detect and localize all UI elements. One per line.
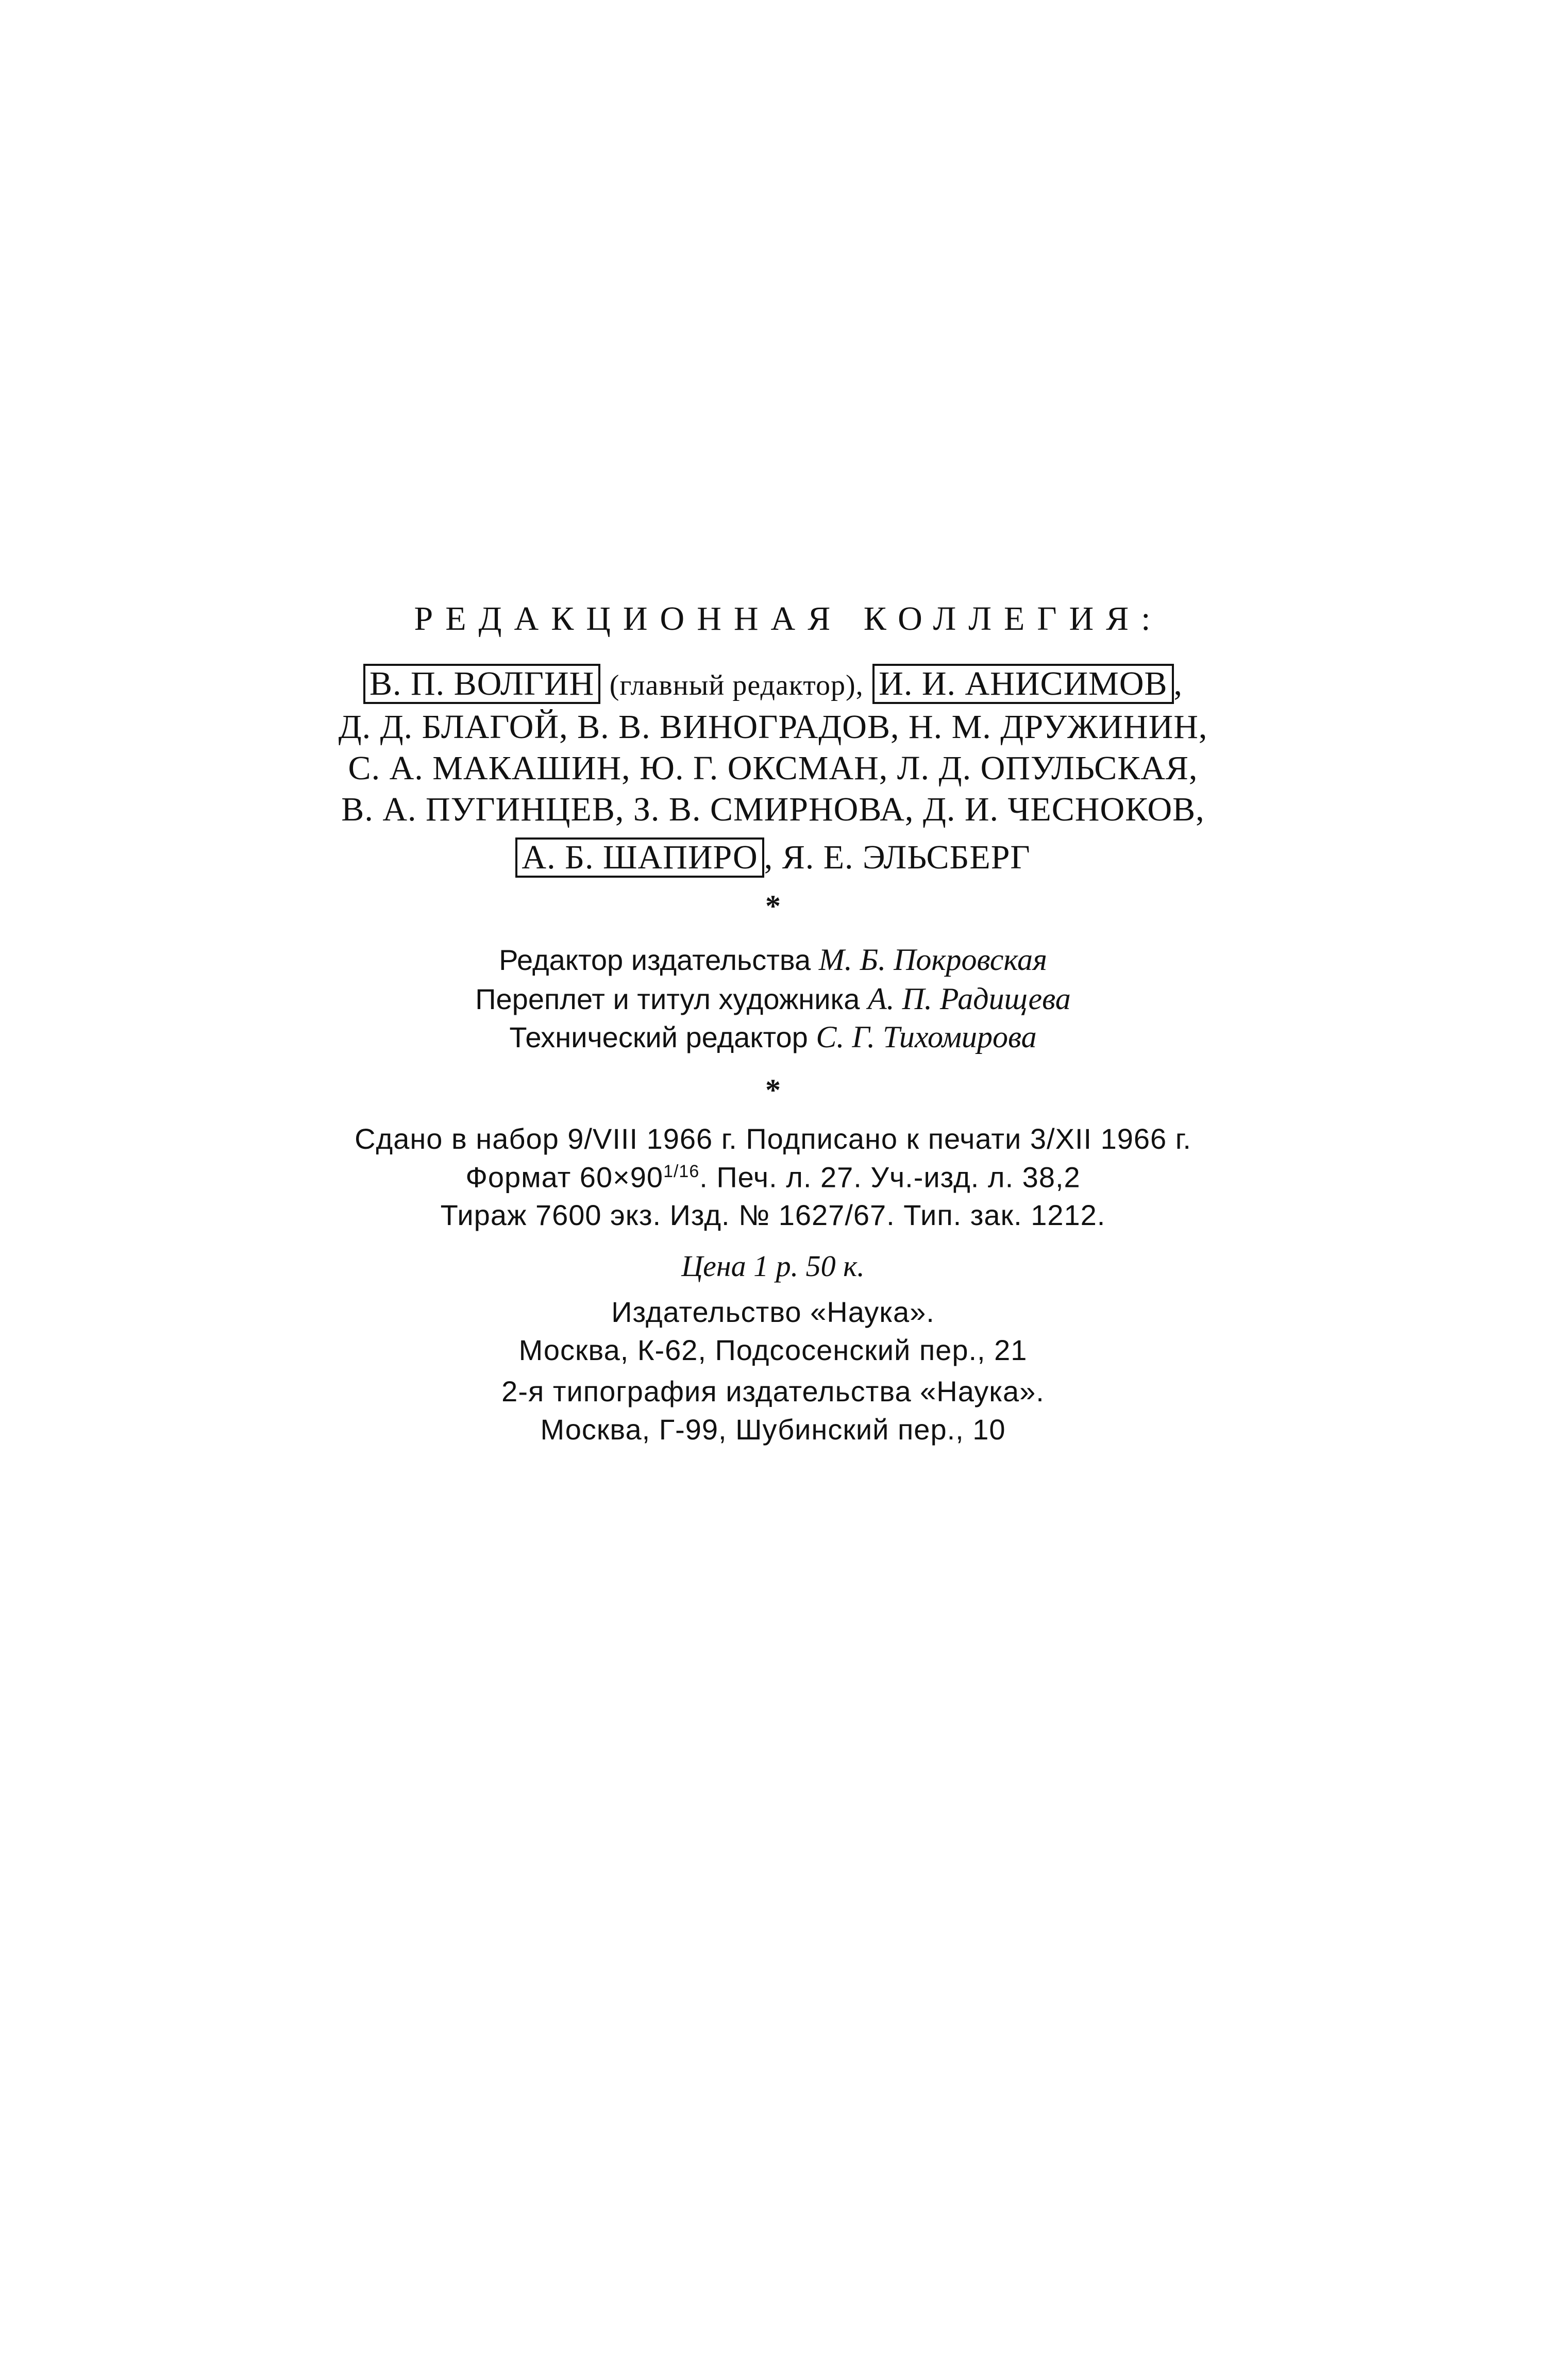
publisher-editor-label: Редактор издательства [499, 944, 811, 976]
technical-editor-label: Технический редактор [509, 1021, 808, 1053]
editorial-board-line-2: Д. Д. БЛАГОЙ, В. В. ВИНОГРАДОВ, Н. М. ДРУЖИНИН, [338, 708, 1208, 746]
technical-editor-line [0, 1021, 1546, 1052]
binding-artist-line [0, 983, 1546, 1014]
separator-asterisk-1: * [765, 889, 781, 923]
binding-artist-label: Переплет и титул художника [475, 983, 860, 1015]
printer-address: Москва, Г-99, Шубинский пер., 10 [540, 1413, 1006, 1446]
printer-name: 2-я типография издательства «Наука». [501, 1375, 1045, 1407]
imprint-print-run: Тираж 7600 экз. Изд. № 1627/67. Тип. зак. 1212. [440, 1199, 1106, 1231]
imprint-format-post: . Печ. л. 27. Уч.-изд. л. 38,2 [699, 1161, 1081, 1194]
line1-trailing-comma: , [1173, 665, 1183, 702]
technical-editor-name: С. Г. Тихомирова [816, 1020, 1037, 1054]
chief-editor-role: (главный редактор), [609, 669, 864, 701]
imprint-dates: Сдано в набор 9/VIII 1966 г. Подписано к печати 3/XII 1966 г. [355, 1122, 1191, 1155]
editorial-board-heading: РЕДАКЦИОННАЯ КОЛЛЕГИЯ: [414, 600, 1163, 638]
publisher-name: Издательство «Наука». [611, 1296, 935, 1328]
binding-artist-name: А. П. Радищева [867, 982, 1071, 1016]
publisher-address: Москва, К-62, Подсосенский пер., 21 [518, 1334, 1028, 1366]
publisher-editor-name: М. Б. Покровская [818, 943, 1047, 977]
editorial-board-line-4: В. А. ПУГИНЦЕВ, З. В. СМИРНОВА, Д. И. ЧЕСНОКОВ, [341, 791, 1205, 828]
imprint-format [0, 1163, 1546, 1192]
editorial-board-line-3: С. А. МАКАШИН, Ю. Г. ОКСМАН, Л. Д. ОПУЛЬСКАЯ, [348, 749, 1198, 787]
imprint-format-fraction: 1/16 [663, 1162, 700, 1181]
editorial-board-line-5 [0, 837, 1546, 878]
separator-asterisk-2: * [765, 1073, 781, 1107]
line5-rest: , Я. Е. ЭЛЬСБЕРГ [764, 839, 1031, 876]
boxed-name-anisimov: И. И. АНИСИМОВ [872, 664, 1173, 704]
editorial-board-line-1 [0, 664, 1546, 704]
publisher-editor-line [0, 944, 1546, 975]
imprint-format-pre: Формат 60×90 [465, 1161, 664, 1194]
price: Цена 1 р. 50 к. [681, 1249, 865, 1283]
boxed-name-shapiro: А. Б. ШАПИРО [515, 837, 764, 878]
boxed-name-volgin: В. П. ВОЛГИН [363, 664, 600, 704]
